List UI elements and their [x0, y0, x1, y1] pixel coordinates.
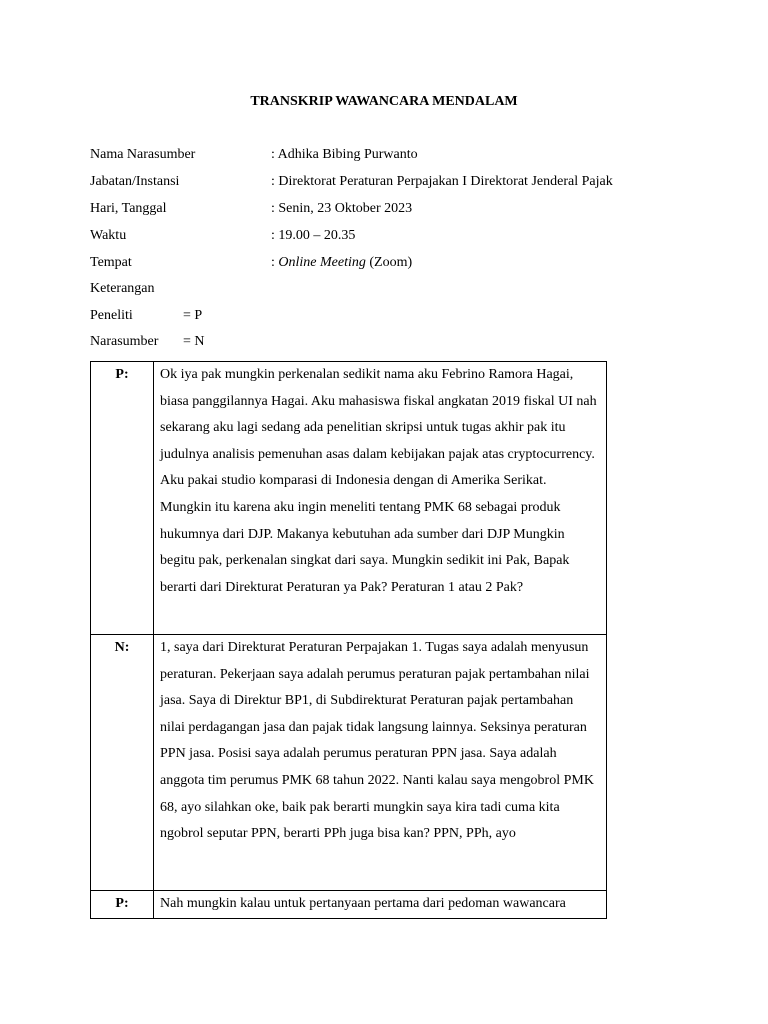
- metadata-value: : Senin, 23 Oktober 2023: [271, 201, 413, 216]
- metadata-value: [271, 253, 412, 273]
- metadata-label: Tempat: [90, 255, 132, 270]
- place-suffix: (Zoom): [365, 255, 413, 270]
- page-title: TRANSKRIP WAWANCARA MENDALAM: [250, 94, 518, 109]
- legend-code: = P: [183, 308, 203, 323]
- metadata-label: Waktu: [90, 228, 127, 243]
- metadata-label: Jabatan/Instansi: [90, 174, 180, 189]
- metadata-value: : Adhika Bibing Purwanto: [271, 147, 418, 162]
- speaker-label: P:: [91, 362, 154, 635]
- metadata-value: : Direktorat Peraturan Perpajakan I Direktorat Jenderal Pajak: [271, 174, 613, 189]
- metadata-label: Nama Narasumber: [90, 147, 196, 162]
- legend-label: Peneliti: [90, 308, 133, 323]
- transcript-row: [91, 891, 607, 919]
- speaker-label: P:: [91, 891, 154, 919]
- utterance-text: Nah mungkin kalau untuk pertanyaan pertama dari pedoman wawancara: [154, 891, 607, 919]
- place-italic: Online Meeting: [278, 255, 366, 270]
- utterance-text: 1, saya dari Direkturat Peraturan Perpajakan 1. Tugas saya adalah menyusun peraturan. Pekerjaan saya adalah perumus peraturan pajak pertambahan nilai jasa. Saya di Direktur BP1, di Subdirekturat Peraturan pajak pertambahan nilai perdagangan jasa dan pajak tidak langsung lainnya. Seksinya peraturan PPN jasa. Posisi saya adalah perumus peraturan PPN jasa. Saya adalah anggota tim perumus PMK 68 tahun 2022. Nanti kalau saya mengobrol PMK 68, ayo silahkan oke, baik pak berarti mungkin saya kira tadi cuma kita ngobrol seputar PPN, berarti PPh juga bisa kan? PPN, PPh, ayo: [154, 635, 607, 891]
- transcript-row: [91, 362, 607, 635]
- transcript-row: [91, 635, 607, 891]
- metadata-value: : 19.00 – 20.35: [271, 228, 356, 243]
- speaker-label: N:: [91, 635, 154, 891]
- legend-code: = N: [183, 334, 205, 349]
- legend-label: Narasumber: [90, 334, 159, 349]
- metadata-label: Hari, Tanggal: [90, 201, 167, 216]
- transcript-table: [90, 361, 607, 919]
- place-prefix: :: [271, 255, 279, 270]
- utterance-text: Ok iya pak mungkin perkenalan sedikit nama aku Febrino Ramora Hagai, biasa panggilannya Hagai. Aku mahasiswa fiskal angkatan 2019 fiskal UI nah sekarang aku lagi sedang ada penelitian skripsi untuk tugas akhir pak itu judulnya analisis pemenuhan asas dalam kebijakan pajak atas cryptocurrency. Aku pakai studio komparasi di Indonesia dengan di Amerika Serikat. Mungkin itu karena aku ingin meneliti tentang PMK 68 sebagai produk hukumnya dari DJP. Makanya kebutuhan ada sumber dari DJP Mungkin begitu pak, perkenalan singkat dari saya. Mungkin sedikit ini Pak, Bapak berarti dari Direkturat Peraturan ya Pak? Peraturan 1 atau 2 Pak?: [154, 362, 607, 635]
- metadata-label: Keterangan: [90, 281, 155, 296]
